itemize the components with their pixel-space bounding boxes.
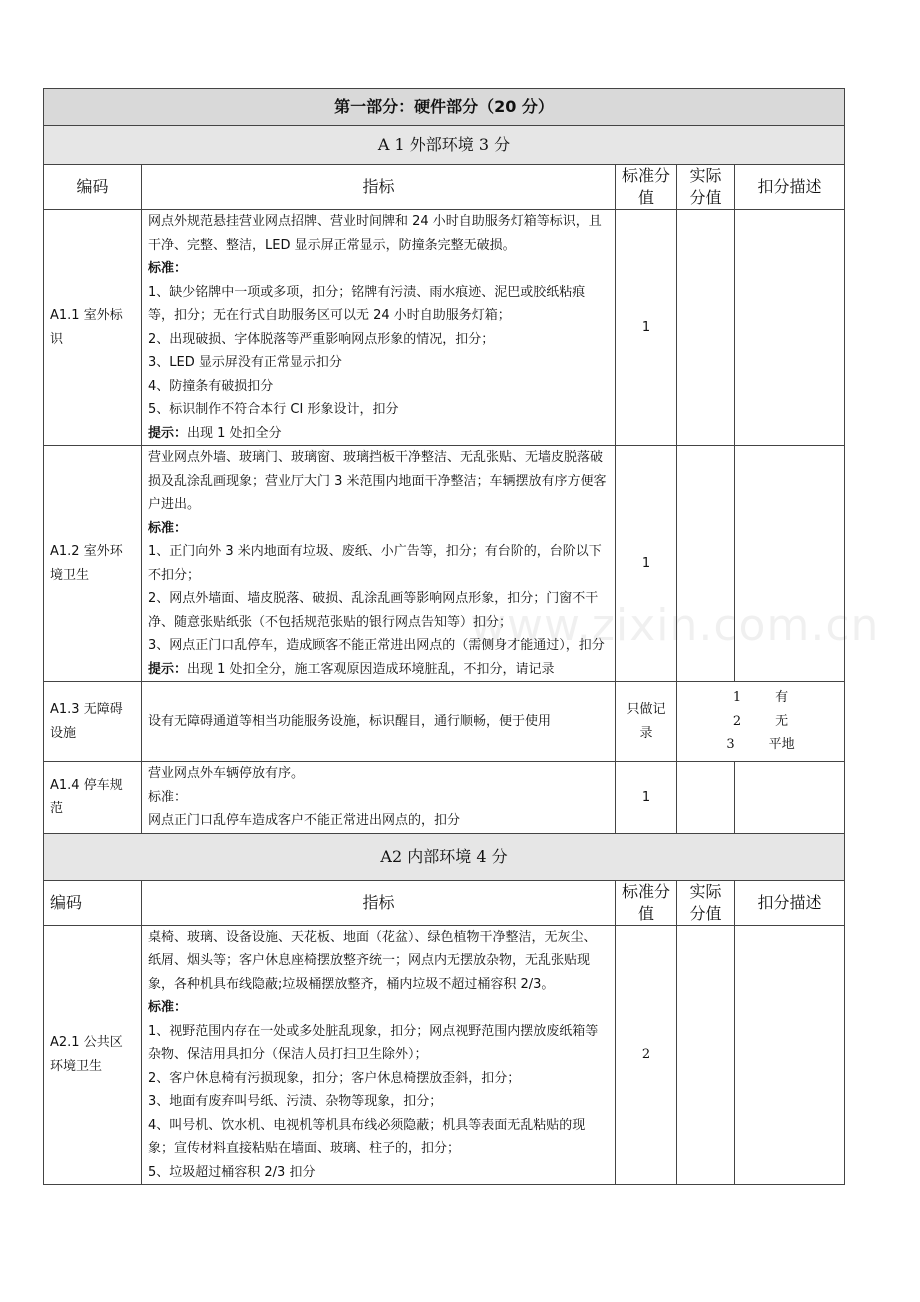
- deduction-cell[interactable]: [735, 762, 845, 834]
- option-number: 1: [732, 690, 742, 706]
- standard-score: 1: [616, 210, 677, 446]
- table-row: [44, 210, 845, 446]
- hint-label: 提示：: [148, 661, 188, 677]
- indicator-hint: [148, 422, 609, 446]
- section-title-row: [44, 126, 845, 165]
- indicator-line: 2、出现破损、字体脱落等严重影响网点形象的情况，扣分；: [148, 331, 495, 347]
- col-deduction-header: 扣分描述: [735, 165, 845, 210]
- indicator-line: 2、网点外墙面、墙皮脱落、破损、乱涂乱画等影响网点形象，扣分；门窗不干净、随意张贴纸张（不包括规范张贴的银行网点告知等）扣分；: [148, 591, 599, 630]
- indicator-line: 网点外规范悬挂营业网点招牌、营业时间牌和 24 小时自助服务灯箱等标识，且干净、完整、整洁，LED 显示屏正常显示，防撞条完整无破损。: [148, 214, 602, 253]
- indicator-line: 桌椅、玻璃、设备设施、天花板、地面（花盆）、绿色植物干净整洁，无灰尘、纸屑、烟头等；客户休息座椅摆放整齐统一；网点内无摆放杂物，无乱张贴现象，各种机具布线隐蔽;垃圾桶摆放整齐，桶内垃圾不超过桶容积 2/3。: [148, 929, 597, 992]
- indicator-line: 标准：: [148, 789, 188, 805]
- col-indicator-header: 指标: [142, 165, 616, 210]
- indicator-line: 3、地面有废弃叫号纸、污渍、杂物等现象，扣分；: [148, 1094, 443, 1109]
- option-number: 2: [732, 713, 742, 729]
- actual-score-cell[interactable]: [677, 210, 735, 446]
- row-code: A1.3 无障碍设施: [44, 682, 142, 762]
- actual-score-cell[interactable]: [677, 925, 735, 1185]
- option-label: 平地: [768, 737, 795, 753]
- indicator-hint: [148, 658, 609, 682]
- indicator-line: 标准：: [148, 1000, 188, 1015]
- col-indicator-header: 指标: [142, 880, 616, 925]
- indicator-line: 4、叫号机、饮水机、电视机等机具布线必须隐蔽；机具等表面无乱粘贴的现象；宣传材料直接粘贴在墙面、玻璃、柱子的，扣分；: [148, 1117, 586, 1156]
- hint-text: 出现 1 处扣全分，施工客观原因造成环境脏乱，不扣分，请记录: [187, 661, 555, 677]
- indicator-line: 1、视野范围内存在一处或多处脏乱现象，扣分；网点视野范围内摆放废纸箱等杂物、保洁用具扣分（保洁人员打扫卫生除外）；: [148, 1023, 599, 1062]
- indicator-line: 网点正门口乱停车造成客户不能正常进出网点的，扣分: [148, 813, 461, 828]
- column-header-row: [44, 165, 845, 210]
- column-header-row: [44, 880, 845, 925]
- row-code: A1.4 停车规范: [44, 762, 142, 834]
- deduction-cell[interactable]: [735, 446, 845, 682]
- section-title-row: [44, 833, 845, 880]
- col-code-header: 编码: [44, 880, 142, 925]
- indicator-line: 标准：: [148, 261, 188, 276]
- indicator-line: 3、网点正门口乱停车，造成顾客不能正常进出网点的（需侧身才能通过），扣分: [148, 638, 605, 653]
- indicator-line: 3、LED 显示屏没有正常显示扣分: [148, 355, 342, 370]
- deduction-cell[interactable]: [735, 925, 845, 1185]
- indicator-line: 1、正门向外 3 米内地面有垃圾、废纸、小广告等，扣分；有台阶的，台阶以下不扣分；: [148, 544, 602, 583]
- option-label: 无: [775, 713, 789, 729]
- actual-score-cell[interactable]: [677, 446, 735, 682]
- indicator-line: 营业网点外车辆停放有序。: [148, 766, 305, 781]
- part-title: 第一部分：硬件部分（20 分）: [44, 89, 845, 126]
- actual-score-cell[interactable]: [677, 762, 735, 834]
- indicator-line: 1、缺少铭牌中一项或多项，扣分；铭牌有污渍、雨水痕迹、泥巴或胶纸粘痕等，扣分；无在行式自助服务区可以无 24 小时自助服务灯箱；: [148, 284, 586, 323]
- hint-label: 提示：: [148, 425, 188, 441]
- indicator-line: 标准：: [148, 520, 188, 536]
- row-code: A1.1 室外标识: [44, 210, 142, 446]
- col-standard-score-header: 标准分值: [616, 165, 677, 210]
- row-indicator: [142, 762, 616, 834]
- table-row: [44, 762, 845, 834]
- row-code: A1.2 室外环境卫生: [44, 446, 142, 682]
- standard-score: 1: [616, 762, 677, 834]
- standard-score: 1: [616, 446, 677, 682]
- hint-text: 出现 1 处扣全分: [187, 425, 282, 441]
- indicator-line: 4、防撞条有破损扣分: [148, 378, 274, 394]
- row-indicator: [142, 210, 616, 446]
- col-deduction-header: 扣分描述: [735, 880, 845, 925]
- standard-score: 2: [616, 925, 677, 1185]
- indicator-line: 营业网点外墙、玻璃门、玻璃窗、玻璃挡板干净整洁、无乱张贴、无墙皮脱落破损及乱涂乱画现象；营业厅大门 3 米范围内地面干净整洁；车辆摆放有序方便客户进出。: [148, 450, 607, 512]
- watermark: www.zixin.com.cn: [470, 600, 880, 651]
- col-standard-score-header: 标准分值: [616, 880, 677, 925]
- section-title: A 1 外部环境 3 分: [44, 126, 845, 165]
- table-row: [44, 682, 845, 762]
- row-indicator: [142, 925, 616, 1185]
- indicator-line: 5、标识制作不符合本行 CI 形象设计，扣分: [148, 402, 399, 417]
- table-row: [44, 925, 845, 1185]
- record-option[interactable]: [683, 710, 838, 734]
- option-number: 3: [726, 737, 735, 753]
- indicator-line: 2、客户休息椅有污损现象，扣分；客户休息椅摆放歪斜，扣分；: [148, 1070, 521, 1086]
- row-indicator: [142, 446, 616, 682]
- col-actual-score-header: 实际分值: [677, 880, 735, 925]
- standard-score: 只做记录: [616, 682, 677, 762]
- scoring-table: [43, 88, 845, 1185]
- record-option[interactable]: [683, 733, 838, 757]
- part-title-row: [44, 89, 845, 126]
- row-code: A2.1 公共区环境卫生: [44, 925, 142, 1185]
- col-code-header: 编码: [44, 165, 142, 210]
- row-indicator: 设有无障碍通道等相当功能服务设施，标识醒目，通行顺畅，便于使用: [142, 682, 616, 762]
- section-title: A2 内部环境 4 分: [44, 833, 845, 880]
- col-actual-score-header: 实际分值: [677, 165, 735, 210]
- deduction-cell[interactable]: [735, 210, 845, 446]
- option-label: 有: [775, 690, 789, 706]
- record-option[interactable]: [683, 686, 838, 710]
- table-row: [44, 446, 845, 682]
- record-options: [677, 682, 845, 762]
- indicator-line: 5、垃圾超过桶容积 2/3 扣分: [148, 1164, 316, 1180]
